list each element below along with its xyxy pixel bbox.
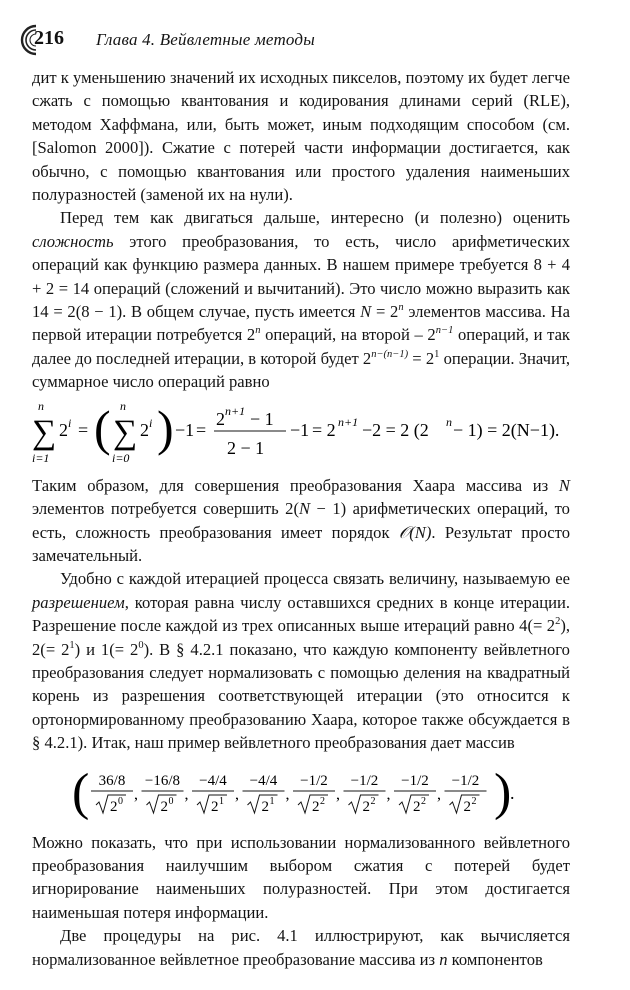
vector-entry bbox=[293, 773, 340, 815]
sqrt-base: 2 bbox=[261, 798, 269, 815]
vector-numerator: −4/4 bbox=[249, 772, 278, 789]
sqrt-exponent: 2 bbox=[320, 795, 325, 807]
sqrt-base: 2 bbox=[211, 798, 219, 815]
sqrt-base: 2 bbox=[160, 798, 168, 815]
svg-text:=: = bbox=[196, 419, 207, 440]
svg-text:=: = bbox=[78, 419, 89, 440]
vector-entry bbox=[394, 773, 441, 815]
vector-period: . bbox=[510, 782, 515, 803]
sqrt-exponent: 0 bbox=[118, 795, 123, 807]
sqrt-exponent: 1 bbox=[219, 795, 224, 807]
sqrt-exponent: 1 bbox=[269, 795, 275, 807]
svg-text:n+1: n+1 bbox=[225, 403, 246, 418]
vector-paren-left: ( bbox=[72, 763, 90, 821]
sqrt-base: 2 bbox=[312, 798, 320, 815]
svg-text:−1: −1 bbox=[175, 419, 195, 440]
vector-comma: , bbox=[184, 785, 189, 803]
sqrt-exponent: 0 bbox=[168, 795, 174, 807]
big-paren-left: ( bbox=[94, 399, 111, 456]
vector-entry bbox=[142, 773, 189, 815]
svg-text:n+1: n+1 bbox=[338, 414, 359, 429]
vector-numerator: −1/2 bbox=[300, 772, 328, 789]
vector-numerator: −1/2 bbox=[350, 772, 379, 789]
sum-upper-limit: n bbox=[38, 398, 44, 413]
vector-numerator: −4/4 bbox=[199, 772, 227, 789]
vector-comma: , bbox=[134, 785, 138, 803]
chapter-title: Глава 4. Вейвлетные методы bbox=[96, 30, 315, 49]
vector-numerator: −1/2 bbox=[451, 772, 480, 789]
svg-text:n: n bbox=[446, 414, 452, 429]
svg-text:i=0: i=0 bbox=[112, 450, 130, 465]
page-number: 216 bbox=[34, 27, 64, 49]
vector-comma: , bbox=[235, 785, 239, 803]
sqrt-base: 2 bbox=[413, 798, 421, 815]
big-paren-right: ) bbox=[157, 399, 174, 456]
normalized-vector bbox=[32, 755, 570, 831]
paragraph-2: Перед тем как двигаться дальше, интересно (и полезно) оценить сложность этого преобразования, то есть, число арифметических операций как функцию размера данных. В нашем примере требуется 8 + 4 + 2 = 14 операций (сложений и вычитаний). Это число можно выразить как 14 = 2(8 − 1). В общем случае, пусть имеется $N = 2^n$ элементов массива. На первой итерации потребуется 2$^n$ операций, на второй – $2^{n-1}$ операций, и так далее до последней итерации, в которой будет $2^{n-(n-1)} = 2^1$ операции. Значит, суммарное число операций равно bbox=[32, 208, 571, 392]
vector-paren-right: ) bbox=[494, 763, 512, 821]
svg-text:n: n bbox=[120, 398, 126, 413]
sum-sigma: ∑ bbox=[32, 413, 57, 451]
svg-text:i: i bbox=[149, 415, 153, 430]
svg-text:− 1: − 1 bbox=[250, 408, 274, 429]
vector-entry bbox=[91, 773, 138, 815]
svg-text:2: 2 bbox=[59, 419, 68, 440]
sqrt-base: 2 bbox=[362, 798, 370, 815]
body-text bbox=[32, 66, 570, 971]
vector-numerator: −1/2 bbox=[401, 772, 429, 789]
svg-text:= 2: = 2 bbox=[312, 419, 336, 440]
paragraph-6: Две процедуры на рис. 4.1 иллюстрируют, как вычисляется нормализованное вейвлетное преобразование массива из n компонентов bbox=[32, 926, 570, 969]
page-number-badge bbox=[20, 22, 66, 58]
sqrt-base: 2 bbox=[110, 798, 118, 815]
vector-comma: , bbox=[336, 785, 340, 803]
paragraph-4: Удобно с каждой итерацией процесса связать величину, называемую ее разрешением, которая равна числу оставшихся средних в конце итерации. Разрешение после каждой из трех описанных выше итераций равно $4(= 2^2)$, $2(= 2^1)$ и $1(= 2^0)$. В § 4.2.1 показано, что каждую компоненту вейвлетного преобразования следует нормализовать с помощью деления на квадратный корень из разрешения соответствующей итерации (это относится к ортонормированному преобразованию Хаара, которое также обсуждается в § 4.2.1). Итак, наш пример вейвлетного преобразования дает массив bbox=[32, 569, 570, 753]
sqrt-exponent: 2 bbox=[370, 795, 376, 807]
vector-comma: , bbox=[437, 785, 441, 803]
emphasis-resolution: разрешением bbox=[32, 592, 125, 612]
vector-numerator: 36/8 bbox=[98, 772, 126, 789]
vector-comma: , bbox=[285, 785, 290, 803]
vector-entry bbox=[243, 773, 290, 815]
emphasis-complexity: сложность bbox=[32, 231, 114, 251]
vector-entry bbox=[344, 773, 391, 815]
vector-entry bbox=[445, 773, 487, 815]
running-header bbox=[20, 22, 315, 58]
svg-text:− 1) = 2(N−1).: − 1) = 2(N−1). bbox=[453, 419, 560, 440]
paragraph-1: дит к уменьшению значений их исходных пикселов, поэтому их будет легче сжать с помощью квантования и кодирования длинами серий (RLE), методом Хаффмана, или, быть может, иным подходящим способом (см. [Salomon 2000]). Сжатие с потерей части информации достигается, как обычно, с помощью квантования или простого удаления наименьших полуразностей (заменой их на нули). bbox=[32, 68, 570, 205]
sqrt-exponent: 2 bbox=[421, 795, 426, 807]
sqrt-exponent: 2 bbox=[471, 795, 477, 807]
svg-text:−1: −1 bbox=[290, 419, 310, 440]
svg-text:i: i bbox=[68, 415, 72, 430]
svg-text:∑: ∑ bbox=[113, 413, 138, 451]
vector-comma: , bbox=[386, 785, 391, 803]
vector-entry bbox=[192, 773, 239, 815]
paragraph-5: Можно показать, что при использовании нормализованного вейвлетного преобразования наилучшим выбором сжатия с потерей будет игнорирование наименьших полуразностей. При этом достигается наименьшая потеря информации. bbox=[32, 832, 570, 922]
sum-lower-limit: i=1 bbox=[32, 450, 50, 465]
svg-text:2: 2 bbox=[216, 408, 225, 429]
sqrt-base: 2 bbox=[463, 798, 471, 815]
svg-text:2: 2 bbox=[140, 419, 149, 440]
sup-n: n bbox=[255, 325, 261, 337]
paragraph-3: Таким образом, для совершения преобразования Хаара массива из N элементов потребуется совершить 2(N − 1) арифметических операций, то есть, сложность преобразования имеет порядок 𝒪(N). Результат просто замечательный. bbox=[32, 475, 570, 565]
sum-formula bbox=[32, 394, 570, 474]
svg-text:2 − 1: 2 − 1 bbox=[227, 437, 265, 458]
vector-numerator: −16/8 bbox=[144, 772, 181, 789]
svg-text:−2 = 2 (2: −2 = 2 (2 bbox=[362, 419, 429, 440]
